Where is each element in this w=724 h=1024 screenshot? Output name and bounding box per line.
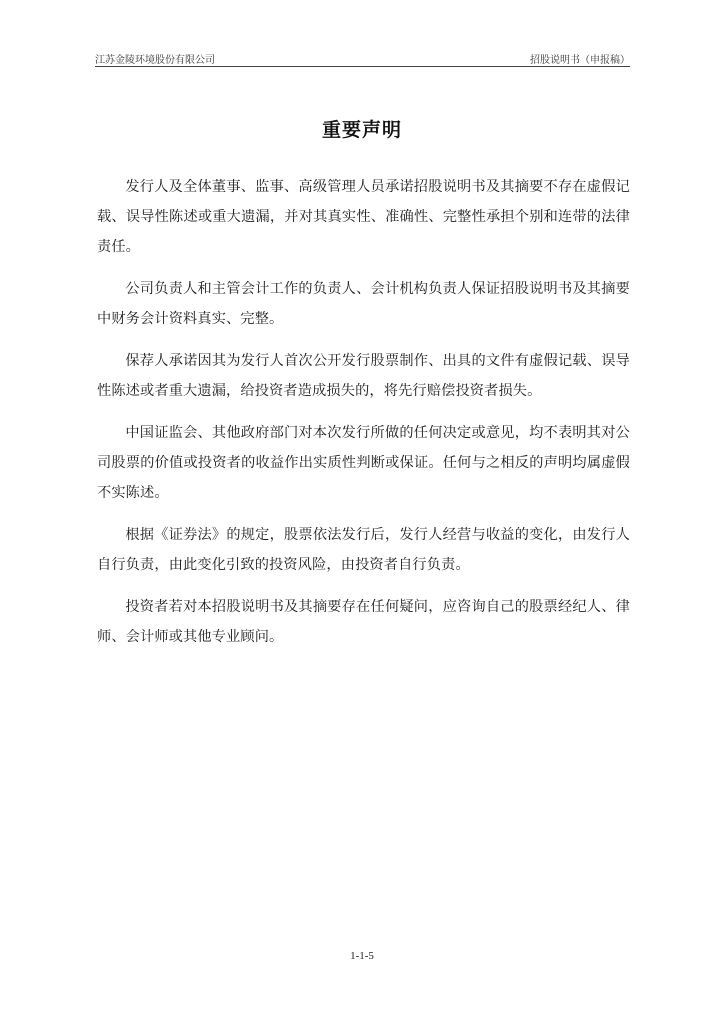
statement-body	[97, 172, 630, 664]
header-document-type: 招股说明书（申报稿）	[530, 55, 630, 66]
paragraph-securities-law: 根据《证券法》的规定，股票依法发行后，发行人经营与收益的变化，由发行人自行负责，由此变化引致的投资风险，由投资者自行负责。	[97, 527, 630, 573]
header-company-name: 江苏金陵环境股份有限公司	[95, 55, 215, 66]
page-number: 1-1-5	[350, 950, 374, 962]
paragraph-investor-advice: 投资者若对本招股说明书及其摘要存在任何疑问，应咨询自己的股票经纪人、律师、会计师或其他专业顾问。	[97, 599, 630, 645]
header-divider	[95, 66, 630, 67]
paragraph-csrc-disclaimer: 中国证监会、其他政府部门对本次发行所做的任何决定或意见，均不表明其对公司股票的价值或投资者的收益作出实质性判断或保证。任何与之相反的声明均属虚假不实陈述。	[97, 425, 630, 501]
paragraph-issuer-commitment: 发行人及全体董事、监事、高级管理人员承诺招股说明书及其摘要不存在虚假记载、误导性陈述或重大遗漏，并对其真实性、准确性、完整性承担个别和连带的法律责任。	[97, 179, 630, 255]
page-header	[95, 51, 630, 65]
page-title: 重要声明	[321, 119, 402, 141]
paragraph-financial-guarantee: 公司负责人和主管会计工作的负责人、会计机构负责人保证招股说明书及其摘要中财务会计资料真实、完整。	[97, 281, 630, 327]
paragraph-sponsor-commitment: 保荐人承诺因其为发行人首次公开发行股票制作、出具的文件有虚假记载、误导性陈述或者重大遗漏，给投资者造成损失的，将先行赔偿投资者损失。	[97, 353, 630, 399]
